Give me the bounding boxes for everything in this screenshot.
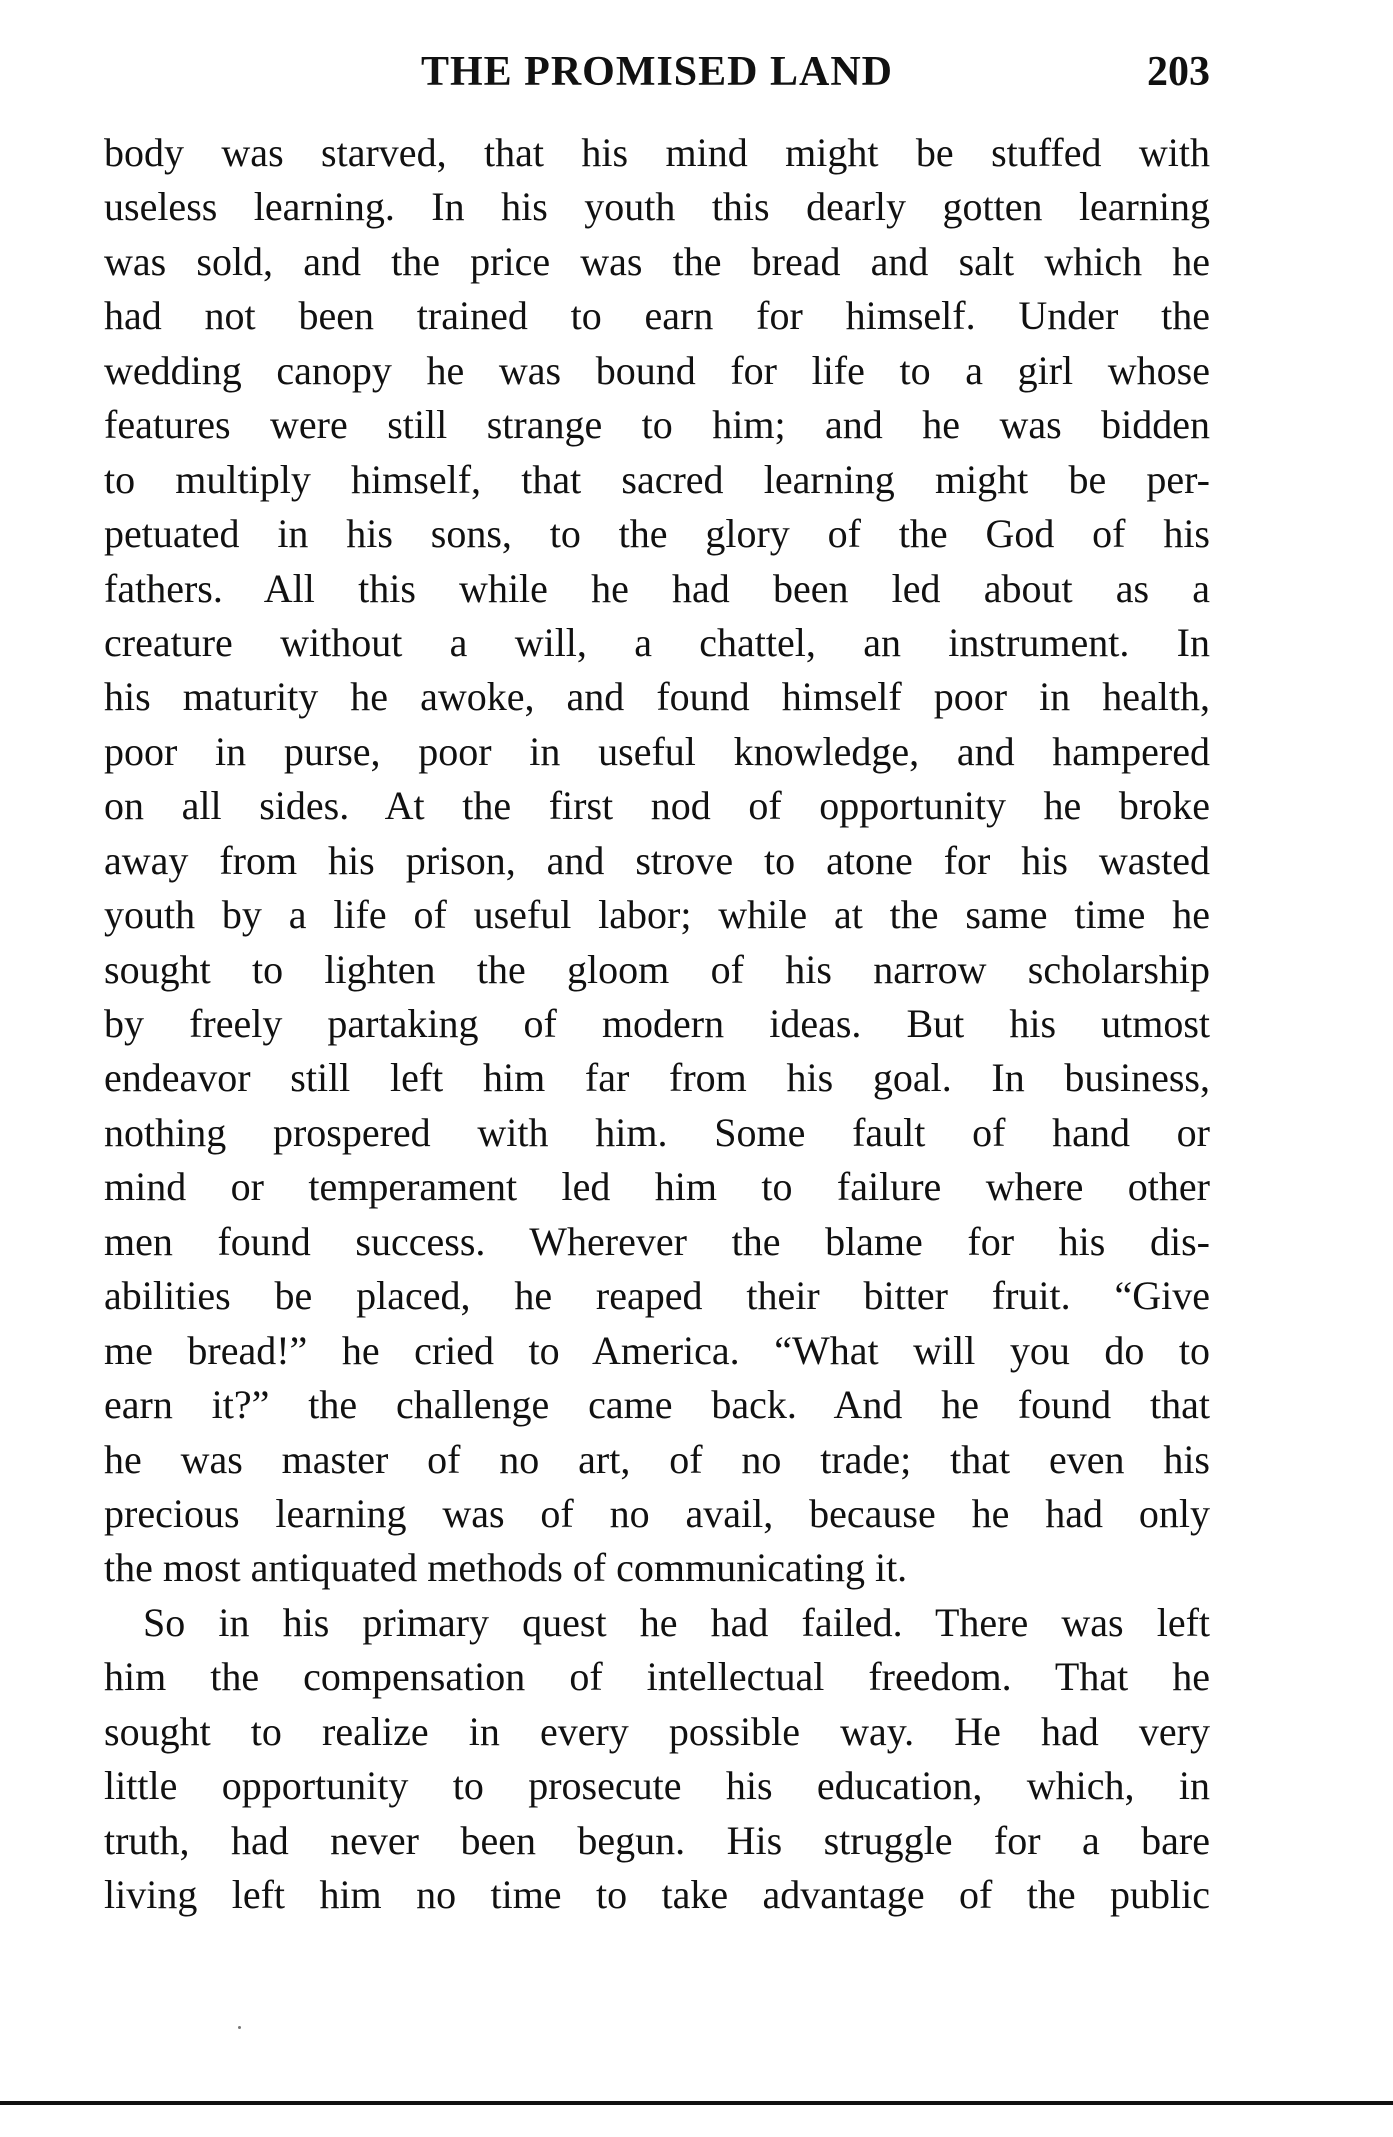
text-line: creature without a will, a chattel, an instrument. In xyxy=(104,619,1210,665)
text-line: sought to lighten the gloom of his narrow scholarship xyxy=(104,946,1210,992)
text-line: sought to realize in every possible way. He had very xyxy=(104,1708,1210,1754)
text-line: fathers. All this while he had been led about as a xyxy=(104,565,1210,611)
text-line: by freely partaking of modern ideas. But his utmost xyxy=(104,1001,1210,1046)
running-title: THE PROMISED LAND xyxy=(420,49,894,95)
text-line: poor in purse, poor in useful knowledge, and hampered xyxy=(104,728,1210,774)
text-line: me bread!” he cried to America. “What will you do to xyxy=(104,1327,1210,1373)
text-line: abilities be placed, he reaped their bitter fruit. “Give xyxy=(104,1273,1210,1319)
text-line: men found success. Wherever the blame for his dis- xyxy=(104,1218,1210,1264)
text-line: mind or temperament led him to failure where other xyxy=(104,1164,1210,1210)
text-line: petuated in his sons, to the glory of the God of his xyxy=(104,511,1210,557)
text-line: wedding canopy he was bound for life to a girl whose xyxy=(104,347,1210,393)
paragraph-end-line: the most antiquated methods of communicating it. xyxy=(104,1545,908,1591)
text-line: he was master of no art, of no trade; that even his xyxy=(104,1436,1210,1482)
text-line: to multiply himself, that sacred learning might be per- xyxy=(104,456,1210,502)
print-speck xyxy=(238,2026,241,2029)
text-line: truth, had never been begun. His struggle for a bare xyxy=(104,1817,1210,1863)
text-line: away from his prison, and strove to atone for his wasted xyxy=(104,837,1210,883)
paragraph-start-line: So in his primary quest he had failed. There was left xyxy=(143,1599,1210,1645)
text-line: nothing prospered with him. Some fault of hand or xyxy=(104,1109,1210,1155)
body-text xyxy=(104,126,1210,1922)
text-line: endeavor still left him far from his goal. In business, xyxy=(104,1055,1210,1101)
text-line: on all sides. At the first nod of opportunity he broke xyxy=(104,783,1210,829)
bottom-rule xyxy=(0,2101,1393,2105)
text-line: body was starved, that his mind might be stuffed with xyxy=(104,130,1210,175)
running-header xyxy=(104,42,1210,102)
text-line: had not been trained to earn for himself. Under the xyxy=(104,293,1210,339)
text-line: precious learning was of no avail, because he had only xyxy=(104,1490,1210,1536)
text-line: his maturity he awoke, and found himself poor in health, xyxy=(104,674,1210,720)
text-line: living left him no time to take advantage of the public xyxy=(104,1872,1210,1917)
text-line: was sold, and the price was the bread and salt which he xyxy=(104,238,1210,284)
text-line: useless learning. In his youth this dearly gotten learning xyxy=(104,184,1210,230)
text-line: youth by a life of useful labor; while at the same time he xyxy=(104,892,1210,938)
text-line: features were still strange to him; and he was bidden xyxy=(104,402,1210,448)
text-line: little opportunity to prosecute his education, which, in xyxy=(104,1763,1210,1809)
page-number: 203 xyxy=(1147,49,1210,95)
text-line: him the compensation of intellectual freedom. That he xyxy=(104,1654,1210,1700)
text-line: earn it?” the challenge came back. And he found that xyxy=(104,1382,1210,1428)
